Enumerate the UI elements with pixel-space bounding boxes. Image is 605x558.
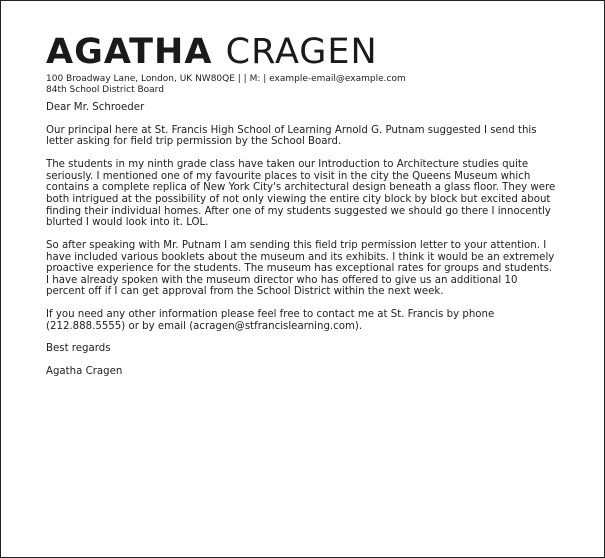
paragraph-contact: If you need any other information please feel free to contact me at St. Francis by phone (212.888.5555) or by email (acragen@stfrancislearning.com). (46, 309, 495, 332)
author-name (46, 33, 584, 71)
closing: Best regards (46, 343, 111, 355)
address-line: 100 Broadway Lane, London, UK NW80QE | | M: | example-email@example.com (46, 74, 406, 84)
board-line: 84th School District Board (46, 85, 164, 95)
letter-body (46, 102, 558, 389)
signature: Agatha Cragen (46, 366, 123, 378)
author-first-name: AGATHA (46, 32, 213, 72)
paragraph-intro: Our principal here at St. Francis High School of Learning Arnold G. Putnam suggested I send this letter asking for field trip permission by the School Board. (46, 124, 537, 148)
paragraph-students: The students in my ninth grade class have taken our Introduction to Architecture studies quite seriously. I mentioned one of my favourite places to visit in the city the Queens Museum which contains a complete replica of New York City's architectural design beneath a glass floor. They were both intrigued at the possibility of not only viewing the entire city block by block but excited about finding their individual homes. After one of my students suggested we should go there I innocently blurted I would look into it. LOL. (46, 159, 556, 229)
salutation: Dear Mr. Schroeder (46, 102, 145, 113)
author-last-name: CRAGEN (225, 32, 378, 72)
contact-block (46, 74, 584, 96)
letter-header (46, 33, 584, 96)
paragraph-request: So after speaking with Mr. Putnam I am sending this field trip permission letter to your attention. I have included various booklets about the museum and its exhibits. I think it would be an extremely proactive experience for the students. The museum has exceptional rates for groups and students. I have already spoken with the museum director who has offered to give us an additional 10 percent off if I can get approval from the School District within the next week. (46, 239, 555, 298)
